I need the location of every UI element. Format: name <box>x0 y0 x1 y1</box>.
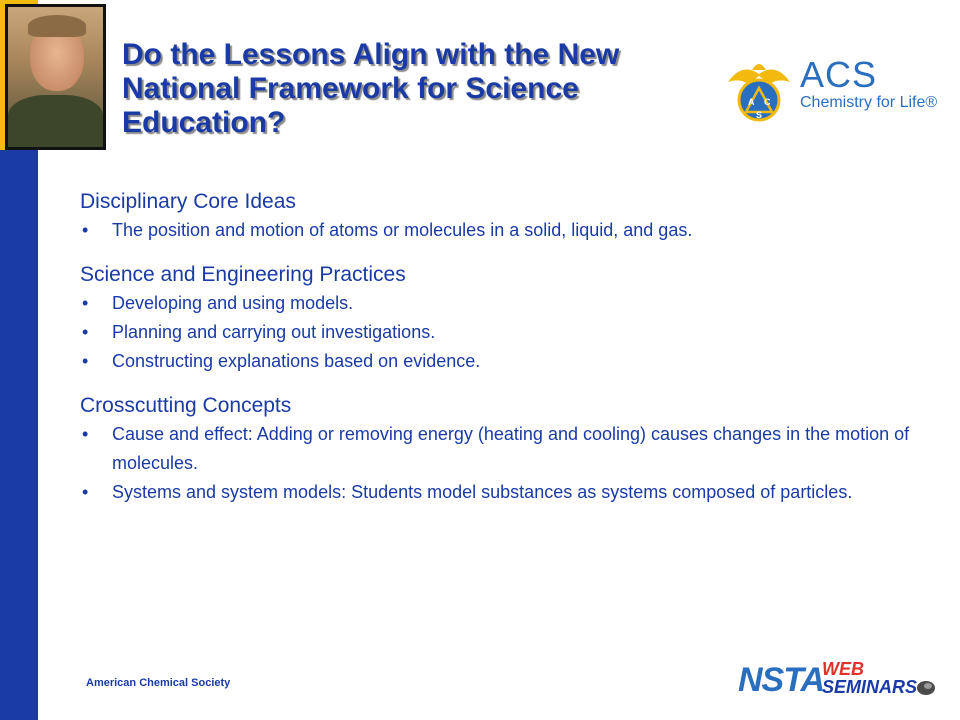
bullet-text: Planning and carrying out investigations. <box>112 322 436 342</box>
bullet-marker: • <box>82 351 89 371</box>
nsta-wordmark: NSTA <box>738 661 825 699</box>
acs-logo <box>722 56 942 126</box>
acs-wordmark: ACS <box>800 54 878 95</box>
bullet-text: The position and motion of atoms or molecules in a solid, liquid, and gas. <box>112 220 693 240</box>
section-heading: Crosscutting Concepts <box>80 394 292 417</box>
photo-shirt <box>8 95 103 147</box>
bullet-text: Developing and using models. <box>112 293 354 313</box>
section-heading: Disciplinary Core Ideas <box>80 190 296 213</box>
bullet-text: Constructing explanations based on evidence. <box>112 351 481 371</box>
bullet-item <box>80 347 920 376</box>
footer-organization: American Chemical Society <box>86 677 231 689</box>
nsta-web-label: WEB <box>822 659 864 679</box>
bullet-item <box>80 289 920 318</box>
bullet-item <box>80 478 920 507</box>
bullet-list <box>80 289 920 376</box>
bullet-marker: • <box>82 293 89 313</box>
bullet-list <box>80 420 920 507</box>
acs-emblem-icon <box>722 56 796 126</box>
bullet-list <box>80 216 920 245</box>
section-science-engineering-practices <box>80 261 920 376</box>
nsta-seminars-label: SEMINARS <box>822 677 918 697</box>
acs-emblem-letter-a: A <box>748 97 755 107</box>
nsta-swoosh-icon <box>916 678 936 698</box>
section-disciplinary-core-ideas <box>80 188 920 245</box>
slide-title: Do the Lessons Align with the New National Framework for Science Education? <box>122 38 620 139</box>
bullet-item <box>80 216 920 245</box>
acs-emblem-letter-s: S <box>756 110 763 120</box>
presenter-photo <box>5 4 106 150</box>
section-crosscutting-concepts <box>80 392 920 507</box>
bullet-text: Cause and effect: Adding or removing energy (heating and cooling) causes changes in the motion of molecules. <box>112 424 910 473</box>
bullet-text: Systems and system models: Students model substances as systems composed of particles. <box>112 482 853 502</box>
acs-tagline: Chemistry for Life® <box>800 94 938 111</box>
nsta-web-seminars-logo <box>738 658 938 704</box>
bullet-item <box>80 318 920 347</box>
slide-content <box>80 188 920 523</box>
acs-emblem-letter-c: C <box>764 97 771 107</box>
bullet-marker: • <box>82 482 89 502</box>
section-heading: Science and Engineering Practices <box>80 263 406 286</box>
bullet-item <box>80 420 920 478</box>
bullet-marker: • <box>82 322 89 342</box>
bullet-marker: • <box>82 424 89 444</box>
photo-hair <box>28 15 86 37</box>
bullet-marker: • <box>82 220 89 240</box>
